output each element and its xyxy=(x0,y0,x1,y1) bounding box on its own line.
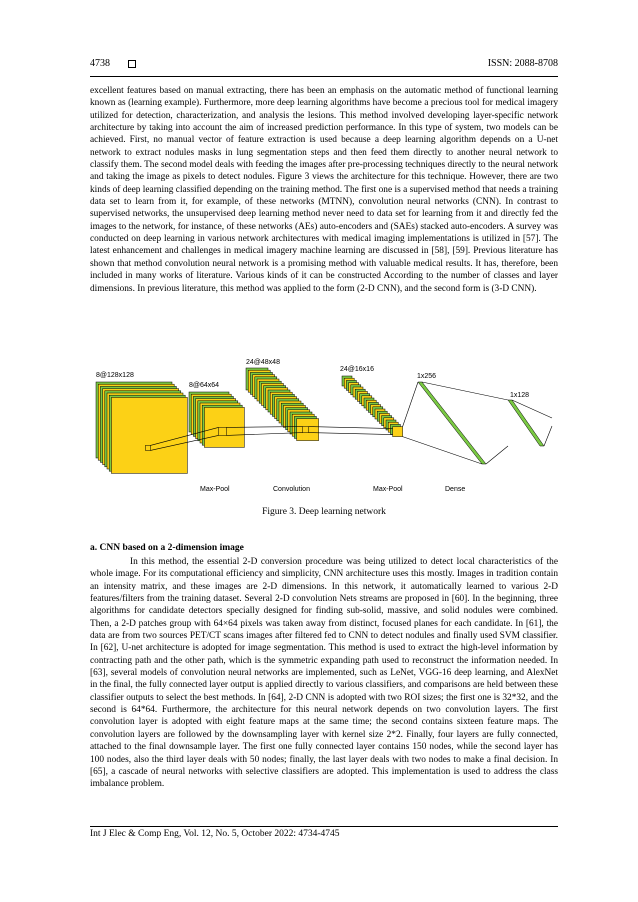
layer-label-4: 24@16x16 xyxy=(340,366,374,373)
page-header xyxy=(90,58,558,74)
op-label-maxpool-2: Max-Pool xyxy=(373,486,403,493)
figure-deep-learning-network xyxy=(90,350,558,500)
link-6b xyxy=(544,426,552,446)
figure-caption: Figure 3. Deep learning network xyxy=(262,507,386,517)
link-5a xyxy=(422,382,508,400)
body-paragraph-1: excellent features based on manual extracting, there has been an emphasis on the automatic method of functional learning known as (learning example). Furthermore, more deep learning algorithms have become a precious tool for medical imagery utilized for detection, characterization, and analysis the lesions. This method involved developing layer-specific network architecture by taking into account the aim of increased prediction performance. In this type of system, two models can be achieved. First, no manual vector of feature extraction is used because a deep learning algorithm depends on a U-net network to extract nodules masks in lung segmentation steps and then feed them directly to another neural network to classify them. The second model deals with feeding the images after pre-processing techniques directly to the neural network and taking the image as pixels to detect nodules. Figure 3 views the architecture for this technique. However, there are two kinds of deep learning classified depending on the training method. The first one is a supervised method that needs a training data set to learn from it, for example, of these networks (MTNN), convolution neural networks (CNN). In contrast to supervised networks, the unsupervised deep learning method never need to data set for learning from it and directly fed the images to the network, for instance, of these networks (AEs) auto-encoders and (SAEs) stacked auto-encoders. A survey was conducted on deep learning in various network architectures with medical imaging implementations is utilized in [57]. The latest enhancement and challenges in medical imagery machine learning are discussed in [58], [59]. Previous literature has shown that method convolution neural network is a promising method with valuable medical results. It has, therefore, been included in many works of literature. Various kinds of it can be constructed According to the number of classes and layer dimensions. In previous literature, this method was applied to the form (2-D CNN), and the second form is (3-D CNN). xyxy=(90,86,558,294)
op-label-dense: Dense xyxy=(445,486,466,493)
op-label-maxpool-1: Max-Pool xyxy=(200,486,230,493)
layer-label-2: 8@64x64 xyxy=(189,382,220,389)
link-3a xyxy=(309,427,393,429)
dense-bar-128 xyxy=(508,400,544,446)
dense-bar-256 xyxy=(418,382,486,464)
stack-4-map xyxy=(393,427,403,437)
footer-rule xyxy=(90,826,558,827)
layer-label-6: 1x128 xyxy=(510,392,530,399)
layer-label-1: 8@128x128 xyxy=(96,372,134,379)
network-diagram xyxy=(90,350,558,500)
layer-label-3: 24@48x48 xyxy=(246,359,280,366)
square-bullet-icon xyxy=(128,60,136,68)
body-paragraph-2: In this method, the essential 2-D conversion procedure was being utilized to detect local characteristics of the whole image. For its computational efficiency and simplicity, CNN architecture uses this mostly. Images in tradition contain an intensity matrix, and these images are 2-D dimensions. In this network, it automatically learned to various 2-D features/filters from the training dataset. Several 2-D convolution Nets streams are proposed in [60]. In the beginning, three algorithms for candidate detectors specially designed for finding sub-solid, massive, and solid nodules were combined. Then, a 2-D patches group with 64×64 pixels was taken away from distinct, focused planes for each candidate. In [61], the data are from two sources PET/CT scans images after filtered fed to CNN to detect nodules and finally used SVM classifier. In [62], U-net architecture is adopted for image segmentation. This method is used to extract the high-level information by contracting path and the other path, which is the symmetric expanding path used to reconstruct the information needed. In [63], several models of convolution neural networks are implemented, such as LeNet, VGG-16 deep learning, and AlexNet in the final, the fully connected layer output is applied directly to various classifiers, and comparisons are held between these classifier outputs to select the best methods. In [64], 2-D CNN is adopted with two ROI sizes; the first one is 32*32, and the second is 64*64. Furthermore, the architecture for this neural network depends on two convolution layers. The first convolution layer is adopted with eight feature maps at the same time; the second contains sixteen feature maps. The convolution layers are followed by the downsampling layer with kernel size 2*2. Finally, four layers are fully connected, attached to the final downsample layer. The first one fully connected layer contains 150 nodes, while the second layer has 100 nodes, also the third layer deals with 50 nodes; finally, the last layer deals with two nodes to make a final decision. In [65], a cascade of neural networks with selective classifiers are adopted. This implementation is used to address the class imbalance problem. xyxy=(90,557,558,790)
op-label-convolution: Convolution xyxy=(273,486,310,493)
page-number: 4738 xyxy=(90,58,110,69)
header-rule xyxy=(90,76,558,77)
stack-1-map xyxy=(111,397,187,473)
link-5b xyxy=(486,446,508,464)
link-4a xyxy=(403,382,418,427)
issn: ISSN: 2088-8708 xyxy=(487,58,558,69)
link-4b xyxy=(403,437,482,464)
stack-3-map xyxy=(297,419,319,441)
layer-label-5: 1x256 xyxy=(417,373,437,380)
page-footer: Int J Elec & Comp Eng, Vol. 12, No. 5, October 2022: 4734-4745 xyxy=(90,829,340,839)
section-heading: a. CNN based on a 2-dimension image xyxy=(90,543,244,553)
link-3b xyxy=(309,433,393,435)
